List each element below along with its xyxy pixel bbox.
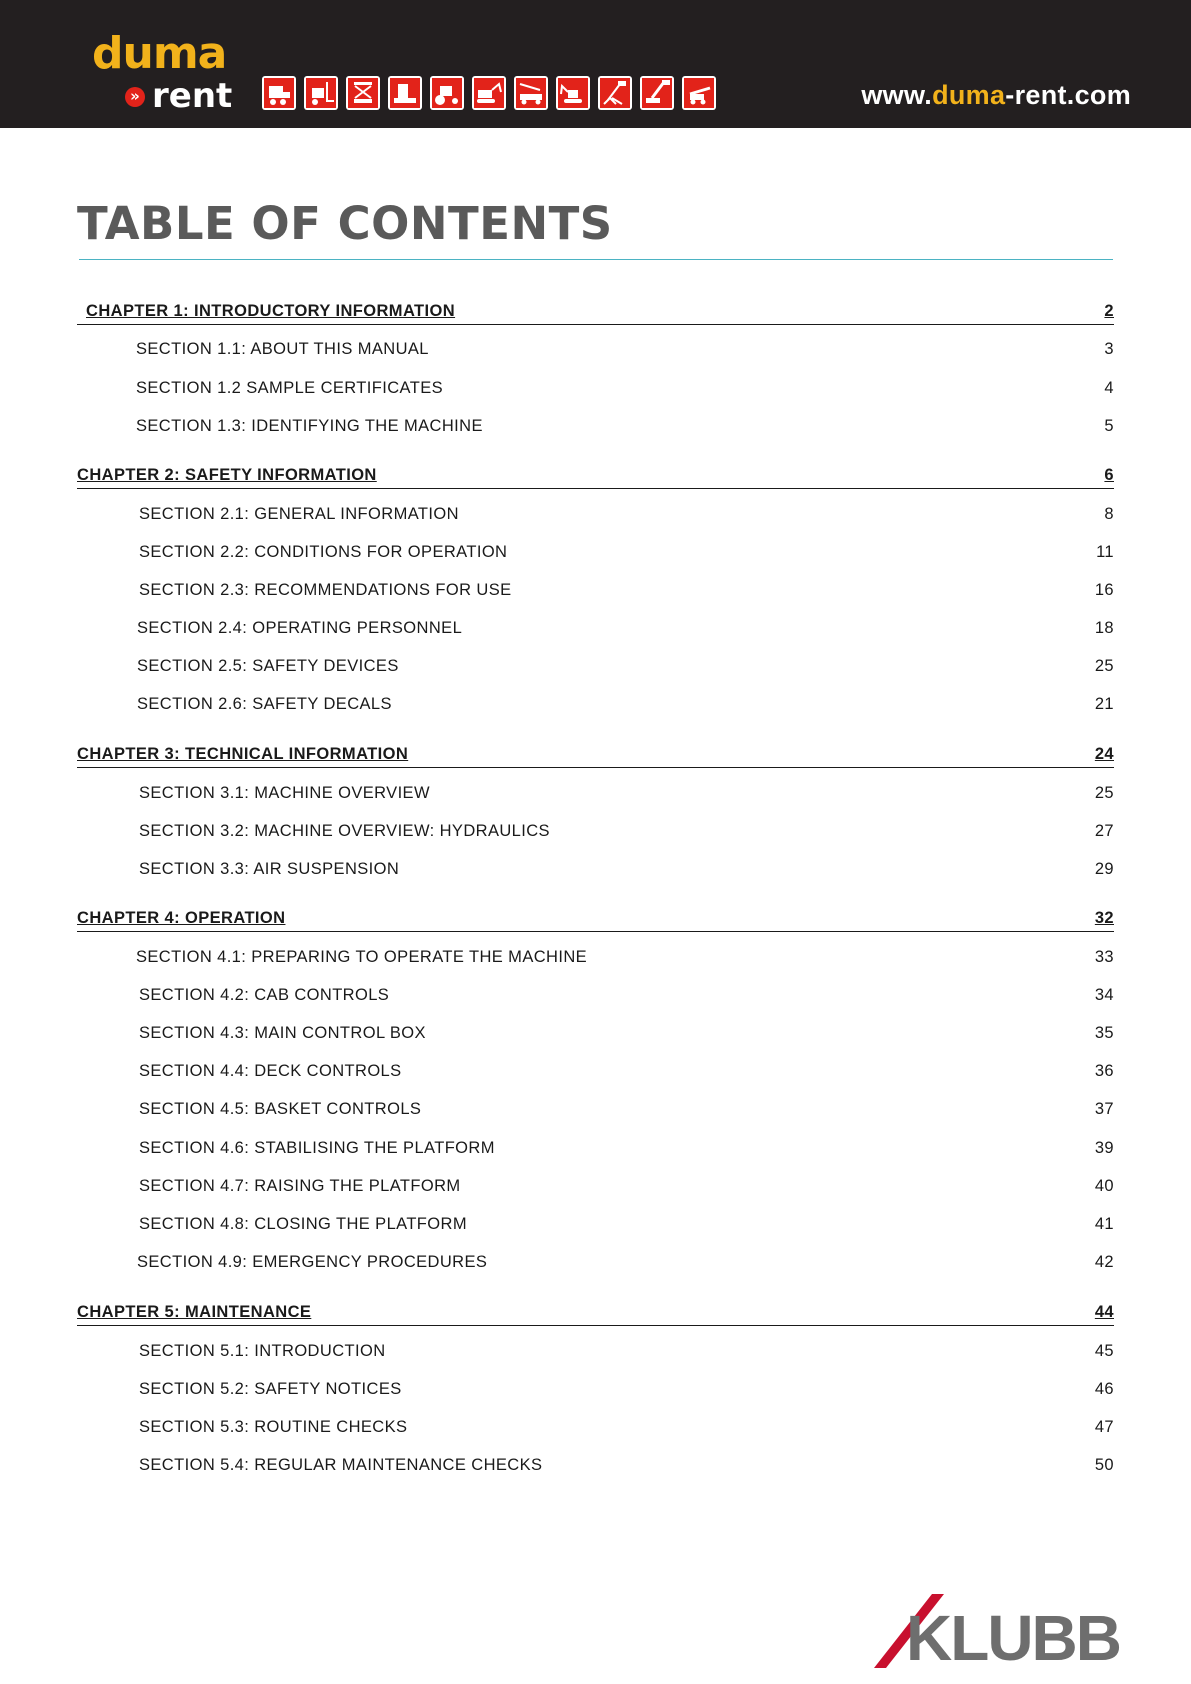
- toc-section-label: SECTION 1.1: ABOUT THIS MANUAL: [136, 340, 429, 358]
- toc-section-page: 50: [1094, 1456, 1114, 1474]
- machine-icon-strip: [262, 76, 716, 110]
- toc-section-label: SECTION 3.3: AIR SUSPENSION: [139, 860, 400, 878]
- toc-section-label: SECTION 4.8: CLOSING THE PLATFORM: [139, 1215, 467, 1233]
- scissor-lift-icon: [346, 76, 380, 110]
- telehandler-icon: [682, 76, 716, 110]
- toc-section-label: SECTION 4.6: STABILISING THE PLATFORM: [139, 1139, 495, 1157]
- mini-excavator-icon: [556, 76, 590, 110]
- toc-section-label: SECTION 5.3: ROUTINE CHECKS: [139, 1418, 408, 1436]
- toc-section-label: SECTION 4.3: MAIN CONTROL BOX: [139, 1024, 426, 1042]
- toc-section-page: 18: [1094, 619, 1114, 637]
- toc-section-label: SECTION 2.3: RECOMMENDATIONS FOR USE: [139, 581, 512, 599]
- toc-section[interactable]: [0, 1098, 1114, 1122]
- toc-section-label: SECTION 2.2: CONDITIONS FOR OPERATION: [139, 543, 508, 561]
- toc-section-page: 3: [1104, 340, 1114, 358]
- forklift-icon: [304, 76, 338, 110]
- toc-section-page: 8: [1104, 505, 1114, 523]
- toc-section-page: 21: [1094, 695, 1114, 713]
- toc-section[interactable]: [0, 1137, 1114, 1161]
- toc-section-page: 11: [1096, 543, 1114, 561]
- toc-section-label: SECTION 2.6: SAFETY DECALS: [137, 695, 392, 713]
- toc-section-label: SECTION 2.1: GENERAL INFORMATION: [139, 505, 459, 523]
- toc-section[interactable]: [0, 1060, 1114, 1084]
- toc-section-label: SECTION 2.4: OPERATING PERSONNEL: [137, 619, 463, 637]
- toc-section-page: 33: [1094, 948, 1114, 966]
- toc-section[interactable]: [0, 1175, 1114, 1199]
- toc-section[interactable]: [0, 541, 1114, 565]
- website-link[interactable]: [861, 80, 1131, 111]
- klubb-wordmark: KLUBB: [906, 1602, 1120, 1674]
- toc-section[interactable]: [0, 617, 1114, 641]
- toc-chapter-2[interactable]: [77, 464, 1114, 489]
- website-suffix: -rent.com: [1005, 80, 1131, 110]
- toc-chapter-5[interactable]: [77, 1301, 1114, 1326]
- toc-section-label: SECTION 1.3: IDENTIFYING THE MACHINE: [136, 417, 483, 435]
- toc-section-page: 41: [1094, 1215, 1114, 1233]
- toc-section[interactable]: [0, 693, 1114, 717]
- toc-chapter-label: CHAPTER 1: INTRODUCTORY INFORMATION: [86, 302, 456, 320]
- toc-chapter-page: 24: [1094, 745, 1114, 763]
- toc-section[interactable]: [0, 946, 1114, 970]
- toc-section[interactable]: [0, 1022, 1114, 1046]
- toc-section[interactable]: [0, 984, 1114, 1008]
- skid-steer-icon: [262, 76, 296, 110]
- toc-section[interactable]: [0, 1454, 1114, 1478]
- toc-section-page: 40: [1094, 1177, 1114, 1195]
- toc-section-label: SECTION 4.2: CAB CONTROLS: [139, 986, 390, 1004]
- toc-section-label: SECTION 5.4: REGULAR MAINTENANCE CHECKS: [139, 1456, 543, 1474]
- toc-section-label: SECTION 3.2: MACHINE OVERVIEW: HYDRAULICS: [139, 822, 550, 840]
- toc-section[interactable]: [0, 1416, 1114, 1440]
- toc-chapter-3[interactable]: [77, 743, 1114, 768]
- toc-section-label: SECTION 4.1: PREPARING TO OPERATE THE MACHINE: [136, 948, 588, 966]
- toc-section-page: 29: [1094, 860, 1114, 878]
- toc-section-label: SECTION 1.2 SAMPLE CERTIFICATES: [136, 379, 444, 397]
- toc-section-page: 5: [1104, 417, 1114, 435]
- toc-section-label: SECTION 4.4: DECK CONTROLS: [139, 1062, 402, 1080]
- toc-section[interactable]: [0, 377, 1114, 401]
- toc-chapter-4[interactable]: [77, 907, 1114, 932]
- toc-chapter-label: CHAPTER 3: TECHNICAL INFORMATION: [77, 745, 409, 763]
- toc-section-page: 47: [1094, 1418, 1114, 1436]
- toc-section[interactable]: [0, 415, 1114, 439]
- tractor-icon: [430, 76, 464, 110]
- toc-section-label: SECTION 5.1: INTRODUCTION: [139, 1342, 386, 1360]
- spider-lift-icon: [598, 76, 632, 110]
- toc-section-page: 4: [1104, 379, 1114, 397]
- toc-section-label: SECTION 4.7: RAISING THE PLATFORM: [139, 1177, 461, 1195]
- toc-section[interactable]: [0, 782, 1114, 806]
- toc-chapter-page: 44: [1094, 1303, 1114, 1321]
- website-highlight: duma: [932, 80, 1006, 110]
- toc-section-label: SECTION 4.9: EMERGENCY PROCEDURES: [137, 1253, 488, 1271]
- toc-section[interactable]: [0, 1251, 1114, 1275]
- toc-chapter-label: CHAPTER 2: SAFETY INFORMATION: [77, 466, 377, 484]
- toc-section-page: 45: [1094, 1342, 1114, 1360]
- toc-section[interactable]: [0, 820, 1114, 844]
- truck-mount-icon: [514, 76, 548, 110]
- duma-rent-logo[interactable]: [92, 28, 242, 116]
- toc-chapter-1[interactable]: [77, 300, 1114, 325]
- toc-section[interactable]: [0, 1378, 1114, 1402]
- boom-lift-icon: [640, 76, 674, 110]
- logo-duma-text: duma: [92, 28, 227, 79]
- compact-loader-icon: [388, 76, 422, 110]
- toc-section-page: 35: [1094, 1024, 1114, 1042]
- excavator-icon: [472, 76, 506, 110]
- toc-section-page: 39: [1094, 1139, 1114, 1157]
- title-divider: [79, 259, 1113, 260]
- toc-section[interactable]: [0, 1213, 1114, 1237]
- logo-rent-text: rent: [152, 76, 233, 116]
- toc-chapter-label: CHAPTER 4: OPERATION: [77, 909, 286, 927]
- toc-section-page: 42: [1094, 1253, 1114, 1271]
- page-title: TABLE OF CONTENTS: [77, 197, 613, 250]
- toc-section-page: 34: [1094, 986, 1114, 1004]
- website-prefix: www.: [861, 80, 933, 110]
- toc-section-page: 16: [1094, 581, 1114, 599]
- toc-section[interactable]: [0, 1340, 1114, 1364]
- toc-chapter-page: 2: [1104, 302, 1114, 320]
- toc-section[interactable]: [0, 655, 1114, 679]
- toc-section-page: 46: [1094, 1380, 1114, 1398]
- toc-section[interactable]: [0, 503, 1114, 527]
- header-bar: [0, 0, 1191, 128]
- toc-section-page: 37: [1094, 1100, 1114, 1118]
- toc-chapter-page: 6: [1104, 466, 1114, 484]
- toc-section-label: SECTION 4.5: BASKET CONTROLS: [139, 1100, 422, 1118]
- toc-chapter-page: 32: [1094, 909, 1114, 927]
- toc-section-page: 27: [1094, 822, 1114, 840]
- toc-chapter-label: CHAPTER 5: MAINTENANCE: [77, 1303, 312, 1321]
- toc-section[interactable]: [0, 579, 1114, 603]
- toc-section-label: SECTION 2.5: SAFETY DEVICES: [137, 657, 399, 675]
- toc-section-label: SECTION 5.2: SAFETY NOTICES: [139, 1380, 402, 1398]
- klubb-logo: [872, 1594, 1122, 1674]
- toc-section-page: 25: [1094, 657, 1114, 675]
- toc-section[interactable]: [0, 338, 1114, 362]
- toc-section-page: 36: [1094, 1062, 1114, 1080]
- toc-section-page: 25: [1094, 784, 1114, 802]
- toc-section[interactable]: [0, 858, 1114, 882]
- toc-section-label: SECTION 3.1: MACHINE OVERVIEW: [139, 784, 430, 802]
- logo-arrow-icon: »: [125, 87, 145, 107]
